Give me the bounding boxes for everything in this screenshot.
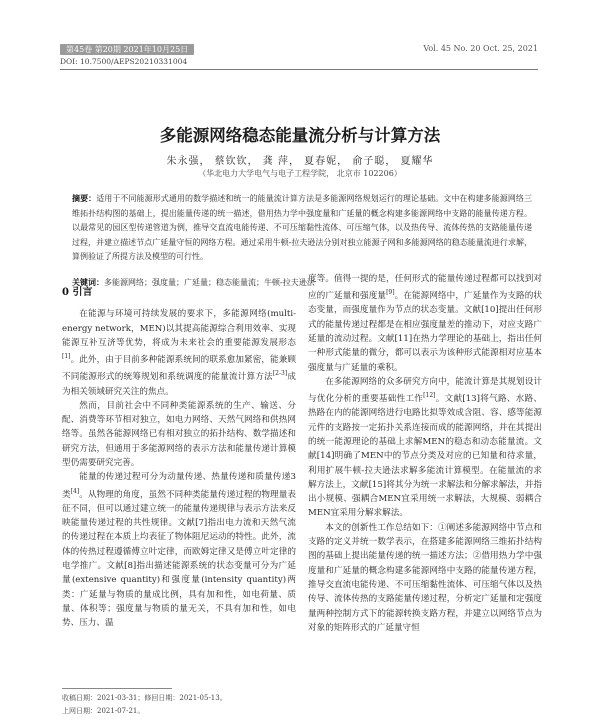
paragraph-text: 。此外，由于目前多种能源系统间的联系愈加紧密，能兼顾不同能源形式的统筹规划和系统调度的能量流计算方法: [62, 355, 296, 383]
abstract-text: 适用于不同能源形式通用的数学描述和统一的能量流计算方法是多能源网络规划运行的理论基础。文中在构建多能源网络三维拓扑结构图的基础上，提出能量传递的统一描述，借用热力学中强度量和广延量的概念构建多能源网络中支路的能量传递方程。以最常见的园区型传递管道为例，推导交直流电能传递、不可压缩黏性流体、可压缩气体，以及热传导、流体传热的支路能量传递过程，并建立描述节点广延量守恒的网络方程。通过采用牛顿-拉夫逊法分别对独立能源子网和多能源网络的稳态能量流进行求解，算例验证了所提方法及模型的可行性。: [72, 194, 532, 261]
citation: [9]: [386, 289, 395, 297]
online-date: 上网日期：2021-07-21。: [62, 707, 145, 715]
keywords-label: 关键词：: [72, 277, 104, 287]
right-column: [308, 272, 542, 635]
footnote-rule: [62, 688, 172, 689]
journal-issue-english: Vol. 45 No. 20 Oct. 25, 2021: [423, 44, 538, 53]
paragraph-text: 在能源与环境可持续发展的要求下，多能源网络(multi-energy network，MEN)以其提高能源综合利用效率、实现能源互补互济等优势，将成为未来社会的重要能源发展形态: [62, 309, 296, 348]
citation: [1]: [62, 353, 71, 361]
paragraph-text: 。从物理的角度，虽然不同种类能量传递过程的物理量表征不同，但可以通过建立统一的能量传递规律与表示方法来反映能量传递过程的共性规律。文献[7]指出电力流和天然气流的传递过程在本质上均表征了物体阻尼运动的特性。此外，流体的传热过程遵循傅立叶定律，而欧姆定律又是傅立叶定律的电学推广。文献[8]指出描述能源系统的状态变量可分为广延量(extensive quantity)和强度量(intensity quantity)两类：广延量与物质的量成比例，具有加和性，如电荷量、质量、体积等；强度量与物质的量无关，不具有加和性，如电势、压力、温: [62, 489, 296, 629]
doi: DOI: 10.7500/AEPS20210331004: [60, 57, 188, 66]
left-column: [62, 272, 296, 630]
citation: [4]: [70, 487, 80, 495]
abstract: [72, 191, 532, 265]
paragraph-text: 。在能源网络中，广延量作为支路的状态变量，而强度量作为节点的状态变量。文献[10]提出任何形式的能量传递过程都是在相应强度量差的推动下，对应支路广延量的流动过程。文献[11]在热力学理论的基础上，指出任何一种形式能量的微分，都可以表示为该种形式能源相对应基本强度量与广延量的乘积。: [308, 291, 542, 373]
section-heading: 0 引言: [62, 287, 93, 298]
paragraph-text: 成为相关领域研究关注的焦点。: [62, 372, 296, 397]
citation: [12]: [423, 392, 436, 400]
paragraph: 本文的创新性工作总结如下：①阐述多能源网络中节点和支路的定义并统一数学表示，在搭建多能源网络三维拓扑结构图的基础上提出能量传递的统一描述方法；②借用热力学中强度量和广延量的概念构建多能源网络中支路的能量传递方程，推导交直流电能传递、不可压缩黏性流体、可压缩气体以及热传导、流体传热的支路能量传递过程，分析定广延量和定强度量两种控制方式下的能源转换支路方程，并建立以网络节点为对象的矩阵形式的广延量守恒: [308, 522, 542, 633]
paper-title: 多能源网络稳态能量流分析与计算方法: [159, 126, 441, 145]
citation: [2-3]: [272, 370, 288, 378]
abstract-label: 摘要：: [72, 193, 97, 203]
paragraph: [62, 470, 296, 630]
paragraph-text: 能量的传递过程可分为动量传递、热量传递和质量传递3类: [62, 472, 296, 500]
authors: 朱永强， 蔡钦钦， 龚 萍， 夏春妮， 俞子聪， 夏耀华: [166, 156, 434, 167]
journal-issue-header: [60, 44, 194, 55]
paragraph-text: 度等。值得一提的是，任何形式的能量传递过程都可以找到对应的广延量和强度量: [308, 274, 542, 302]
keywords-text: 多能源网络；强度量；广延量；稳态能量流；牛顿-拉夫逊法: [104, 278, 315, 287]
paragraph: [308, 272, 542, 375]
paragraph: [308, 375, 542, 521]
paragraph: 然而，目前社会中不同种类能源系统的生产、输送、分配、消费等环节相对独立，如电力网络、天然气网络和供热网络等。虽然各能源网络已有相对独立的拓扑结构、数学描述和研究方法，但通用于多能源网络的表示方法和能量传递计算模型仍需要研究完善。: [62, 400, 296, 468]
paragraph: [62, 307, 296, 399]
received-date: 收稿日期：2021-03-31；修回日期：2021-05-13。: [62, 694, 227, 702]
issue-pill: 第45卷 第20期 2021年10月25日: [60, 44, 194, 55]
header-rule: [60, 69, 538, 70]
affiliation: （华北电力大学电气与电子工程学院， 北京市 102206）: [198, 169, 402, 178]
paragraph-text: 。文献[13]将气路、水路、热路在内的能源网络进行电路比拟等效成含阻、容、感等能源元件的支路按一定拓扑关系连接而成的能源网络，并在其提出的统一能源理论的基础上求解MEN的稳态和动态能量流。文献[14]明确了MEN中的节点分类及对应的已知量和待求量，利用扩展牛顿-拉夫逊法求解多能流计算模型。在能量流的求解方法上，文献[15]将其分为统一求解法和分解求解法，并指出小规模、强耦合MEN宜采用统一求解法，大规模、弱耦合MEN宜采用分解求解法。: [308, 394, 542, 519]
paragraph-text: 在多能源网络的众多研究方向中，能流计算是其规划设计与优化分析的重要基础性工作: [308, 376, 542, 405]
